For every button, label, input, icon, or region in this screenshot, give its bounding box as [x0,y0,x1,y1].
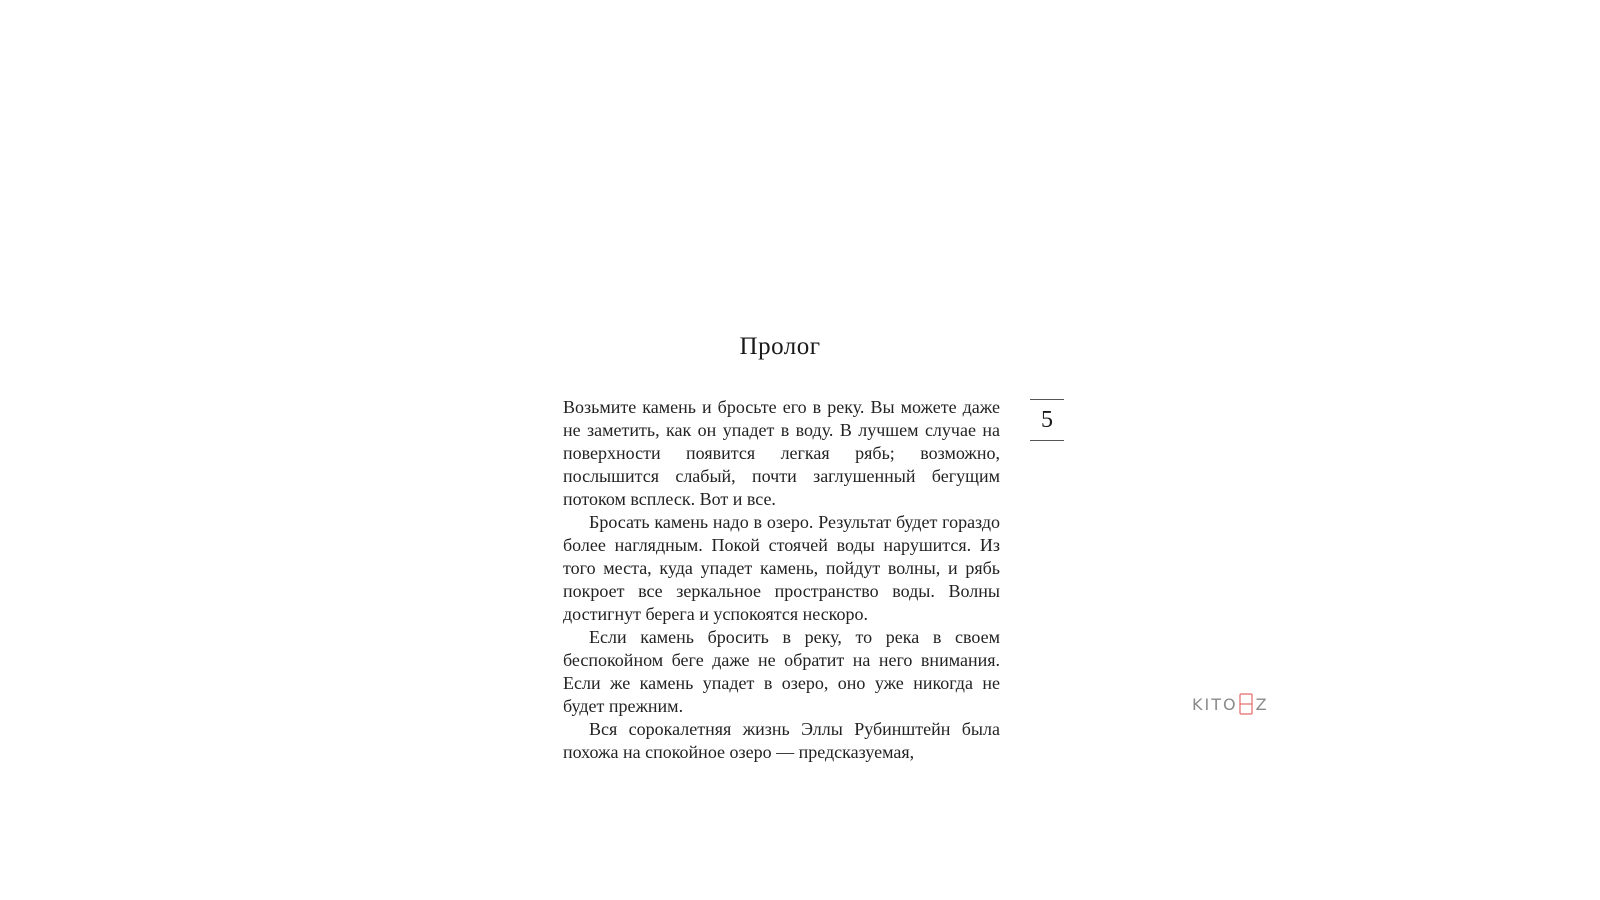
paragraph-3: Если камень бросить в реку, то река в своем беспокойном беге даже не обратит на него внимания. Если же камень упадет в озеро, оно уже никогда не будет прежним. [563,627,1000,716]
watermark-logo [1192,692,1269,716]
paragraph-4: Вся сорокалетняя жизнь Эллы Рубинштейн была похожа на спокойное озеро — предсказуемая, [563,719,1000,762]
body-text [563,396,1000,764]
watermark-book-icon-svg [1239,693,1253,715]
page-number: 5 [1030,399,1064,441]
paragraph-1: Возьмите камень и бросьте его в реку. Вы можете даже не заметить, как он упадет в воду. В лучшем случае на поверхности появится легкая рябь; возможно, послышится слабый, почти заглушенный бегущим потоком всплеск. Вот и все. [563,397,1000,509]
watermark-text-left: KITO [1192,694,1238,714]
watermark-book-icon [1239,693,1253,715]
paragraph-2: Бросать камень надо в озеро. Результат будет гораздо более наглядным. Покой стоячей воды нарушится. Из того места, куда упадет камень, пойдут волны, и рябь покроет все зеркальное пространство воды. Волны достигнут берега и успокоятся нескоро. [563,512,1000,624]
chapter-title: Пролог [739,333,821,360]
watermark-text-right: Z [1255,694,1269,714]
